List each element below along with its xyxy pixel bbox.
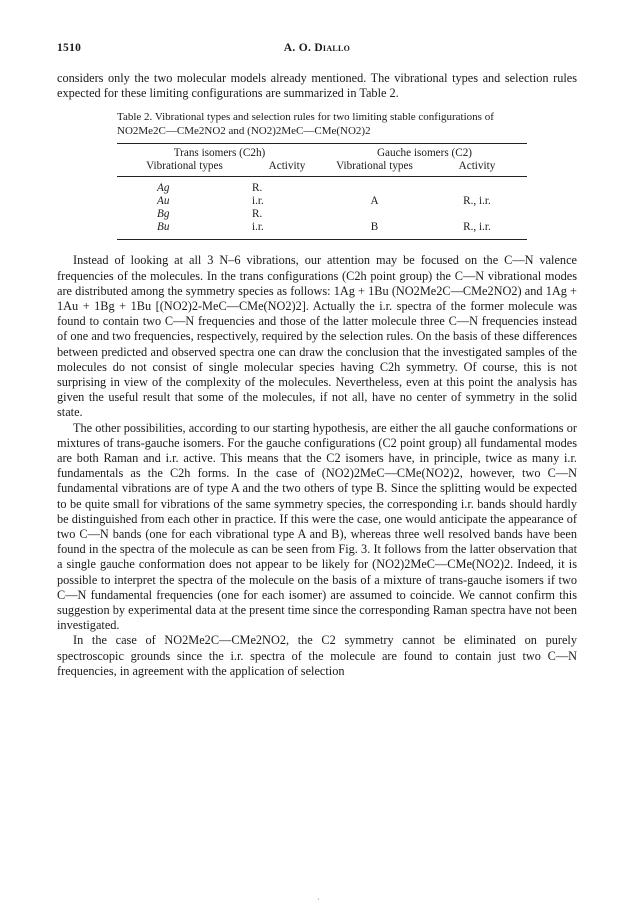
col-types-gauche: Vibrational types [322, 160, 427, 177]
cell-activity-trans: R. [252, 208, 263, 221]
table-2 [117, 143, 527, 240]
page-content [57, 42, 577, 679]
cell-activity-trans: i.r. [252, 195, 264, 208]
cell-vib-type-gauche: B [322, 221, 427, 240]
trans-group-header: Trans isomers (C2h) [117, 144, 322, 161]
cell-vib-type-gauche: A [370, 195, 379, 208]
col-activity-gauche: Activity [427, 160, 527, 177]
table-row [117, 195, 527, 208]
cell-vib-type-trans: Bg [157, 208, 170, 221]
col-activity-trans: Activity [252, 160, 322, 177]
paragraph-3: In the case of NO2Me2C—CMe2NO2, the C2 symmetry cannot be eliminated on purely spectroscopic grounds since the i.r. spectra of the molecule are found to contain just two C—N frequencies, in agreement with the application of selection [57, 633, 577, 678]
cell-activity-gauche: R., i.r. [427, 221, 527, 240]
cell-activity-trans: R. [252, 182, 263, 195]
gauche-group-header: Gauche isomers (C2) [322, 144, 527, 161]
cell-activity-trans: i.r. [252, 221, 322, 240]
cell-vib-type-trans: Au [157, 195, 170, 208]
table-column-header [117, 160, 527, 177]
cell-activity-gauche [427, 177, 527, 196]
col-types-trans: Vibrational types [117, 160, 252, 177]
table-row [117, 208, 527, 221]
table-row [117, 221, 527, 240]
cell-vib-type-trans: Bu [117, 221, 252, 240]
running-header [57, 42, 577, 58]
cell-activity-gauche: R., i.r. [463, 195, 491, 208]
margin-mark: · [317, 895, 320, 904]
cell-vib-type-trans: Ag [157, 182, 170, 195]
cell-activity-gauche [427, 208, 527, 221]
cell-vib-type-gauche [322, 208, 427, 221]
table-caption: Table 2. Vibrational types and selection rules for two limiting stable configurations of NO2Me2C—CMe2NO2 and (NO2)2MeC—CMe(NO2)2 [117, 111, 494, 138]
cell-vib-type-gauche [322, 177, 427, 196]
paragraph-2: The other possibilities, according to our starting hypothesis, are either the all gauche conformations or mixtures of trans-gauche isomers. For the gauche configurations (C2 point group) all fundamental modes are both Raman and i.r. active. This means that the C2 isomers have, in principle, twice as many i.r. fundamentals as the C2h forms. In the case of (NO2)2MeC—CMe(NO2)2, however, two C—N fundamental vibrations are of type A and the two others of type B. Since the splitting would be expected to be quite small for vibrations of the same symmetry species, the corresponding i.r. bands should hardly be distinguished from each other in practice. If this were the case, one would anticipate the appearance of two C—N bands (one for each vibrational type A and B), whereas three well resolved bands have been found in the spectra of the molecule as can be seen from Fig. 3. It follows from the latter observation that a single gauche conformation does not appear to be likely for (NO2)2MeC—CMe(NO2)2. Indeed, it is possible to interpret the spectra of the molecule on the basis of a mixture of trans-gauche isomers if two C—N fundamental frequencies (one for each isomer) are assumed to coincide. We cannot confirm this suggestion by experimental data at the present time since the corresponding Raman spectra have not been investigated. [57, 420, 577, 633]
page-number: 1510 [57, 42, 82, 54]
table-group-header [117, 144, 527, 161]
paragraph-1: Instead of looking at all 3 N–6 vibrations, our attention may be focused on the C—N valence frequencies of the molecules. In the trans configurations (C2h point group) the C—N vibrational modes are distributed among the symmetry species as follows: 1Ag + 1Bu (NO2Me2C—CMe2NO2) and 1Ag + 1Au + 1Bg + 1Bu [(NO2)2-MeC—CMe(NO2)2]. Actually the i.r. spectra of the former molecule was found to contain two C—N frequencies and those of the latter molecule three C—N frequencies instead of one and two frequencies, respectively, required by the selection rules. On the basis of these differences between predicted and observed spectra one can draw the conclusion that the investigated samples of the molecules do not consist of single molecular species having C2h symmetry. Of course, this is not surprising in view of the complexity of the molecules. Nevertheless, even at this point the analysis has given the useful result that some of the molecules, if not all, have no center of symmetry in the solid state. [57, 253, 577, 420]
running-author: A. O. Diallo [283, 42, 351, 54]
intro-paragraph: considers only the two molecular models already mentioned. The vibrational types and selection rules expected for these limiting configurations are summarized in Table 2. [57, 71, 577, 101]
table-row [117, 177, 527, 196]
